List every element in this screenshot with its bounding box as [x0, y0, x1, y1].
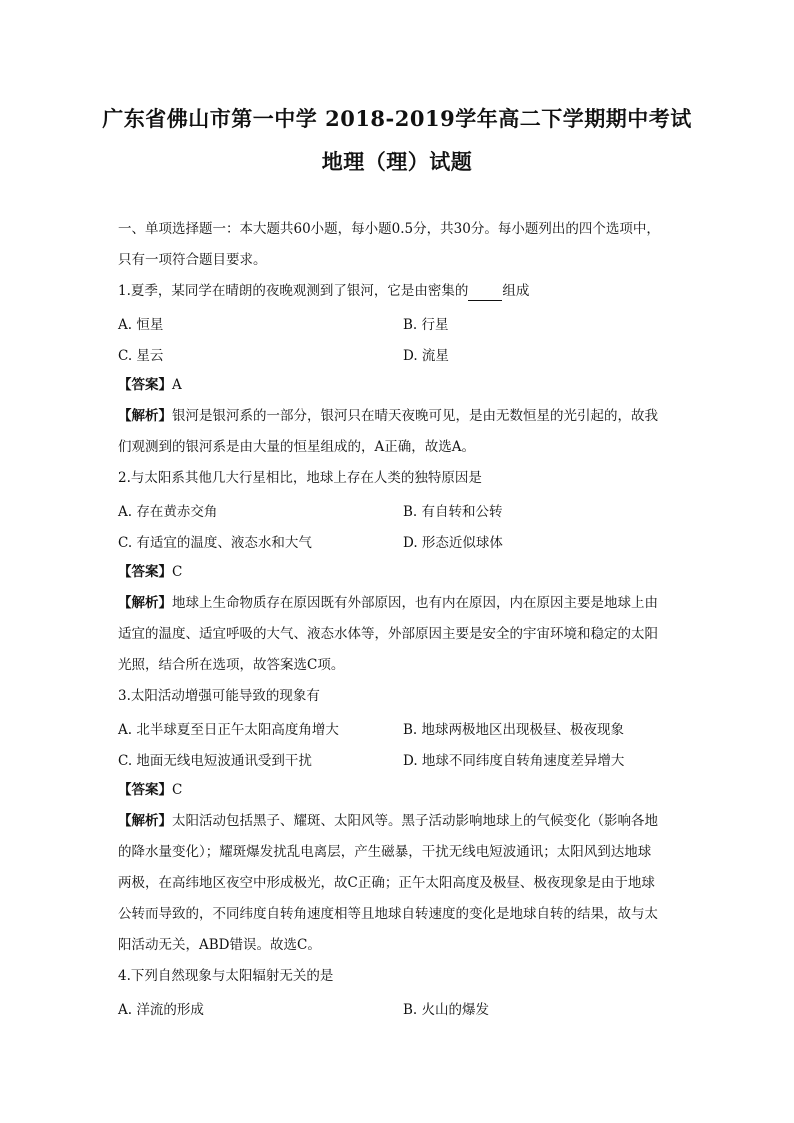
document-title: 广东省佛山市第一中学 2018-2019学年高二下学期期中考试 — [102, 106, 692, 131]
answer-tag: 【答案】 — [118, 564, 172, 580]
answer-value: C — [172, 564, 183, 580]
question-1-stem-before: 1.夏季，某同学在晴朗的夜晚观测到了银河，它是由密集的 — [118, 283, 469, 299]
fill-in-blank — [468, 286, 502, 301]
question-2-analysis-line-3: 光照，结合所在选项，故答案选C项。 — [118, 657, 345, 673]
question-3-option-a: A. 北半球夏至日正午太阳高度角增大 — [118, 722, 339, 738]
answer-tag: 【答案】 — [118, 377, 172, 393]
answer-value: A — [172, 377, 182, 393]
question-3-analysis-line-4: 公转而导致的，不同纬度自转角速度相等且地球自转速度的变化是地球自转的结果，故与太 — [118, 906, 658, 922]
question-4-option-a: A. 洋流的形成 — [118, 1002, 204, 1018]
question-1-option-b: B. 行星 — [403, 317, 449, 333]
question-1-stem — [118, 281, 678, 301]
question-2-option-d: D. 形态近似球体 — [403, 535, 503, 551]
answer-value: C — [172, 782, 183, 798]
analysis-tag: 【解析】 — [118, 595, 172, 611]
question-3-analysis-line-5: 阳活动无关，ABD错误。故选C。 — [118, 937, 321, 953]
question-3-option-d: D. 地球不同纬度自转角速度差异增大 — [403, 753, 625, 769]
question-2-answer — [118, 562, 678, 582]
question-3-analysis-line-1 — [118, 811, 678, 831]
question-4-option-b: B. 火山的爆发 — [403, 1002, 490, 1018]
section-instructions-line-2: 只有一项符合题目要求。 — [118, 252, 267, 268]
question-3-analysis-line-3: 两极，在高纬地区夜空中形成极光，故C正确；正午太阳高度及极昼、极夜现象是由于地球 — [118, 875, 655, 891]
question-1-option-a: A. 恒星 — [118, 317, 164, 333]
question-3-stem: 3.太阳活动增强可能导致的现象有 — [118, 688, 320, 704]
question-1-option-c: C. 星云 — [118, 348, 164, 364]
question-3-option-c: C. 地面无线电短波通讯受到干扰 — [118, 753, 312, 769]
question-2-option-c: C. 有适宜的温度、液态水和大气 — [118, 535, 312, 551]
question-3-analysis-line-2: 的降水量变化）；耀斑爆发扰乱电离层，产生磁暴，干扰无线电短波通讯；太阳风到达地球 — [118, 844, 652, 860]
question-2-analysis-line-1 — [118, 593, 678, 613]
question-4-stem: 4.下列自然现象与太阳辐射无关的是 — [118, 968, 334, 984]
question-1-stem-after: 组成 — [502, 283, 530, 299]
analysis-tag: 【解析】 — [118, 813, 172, 829]
question-2-option-a: A. 存在黄赤交角 — [118, 504, 218, 520]
question-2-analysis-line-2: 适宜的温度、适宜呼吸的大气、液态水体等，外部原因主要是安全的宇宙环境和稳定的太阳 — [118, 626, 658, 642]
question-1-analysis-line-2: 们观测到的银河系是由大量的恒星组成的，A正确，故选A。 — [118, 439, 475, 455]
question-3-option-b: B. 地球两极地区出现极昼、极夜现象 — [403, 722, 625, 738]
question-1-option-d: D. 流星 — [403, 348, 449, 364]
question-2-option-b: B. 有自转和公转 — [403, 504, 503, 520]
question-1-answer — [118, 375, 678, 395]
analysis-text: 太阳活动包括黑子、耀斑、太阳风等。黑子活动影响地球上的气候变化（影响各地 — [172, 813, 658, 829]
section-instructions-line-1: 一、单项选择题一：本大题共60小题，每小题0.5分，共30分。每小题列出的四个选项中， — [118, 221, 660, 237]
answer-tag: 【答案】 — [118, 782, 172, 798]
analysis-tag: 【解析】 — [118, 408, 172, 424]
question-2-stem: 2.与太阳系其他几大行星相比，地球上存在人类的独特原因是 — [118, 470, 482, 486]
document-subtitle: 地理（理）试题 — [321, 149, 473, 174]
question-3-answer — [118, 780, 678, 800]
analysis-text: 地球上生命物质存在原因既有外部原因，也有内在原因，内在原因主要是地球上由 — [172, 595, 658, 611]
analysis-text: 银河是银河系的一部分，银河只在晴天夜晚可见，是由无数恒星的光引起的，故我 — [172, 408, 658, 424]
question-1-analysis-line-1 — [118, 406, 678, 426]
